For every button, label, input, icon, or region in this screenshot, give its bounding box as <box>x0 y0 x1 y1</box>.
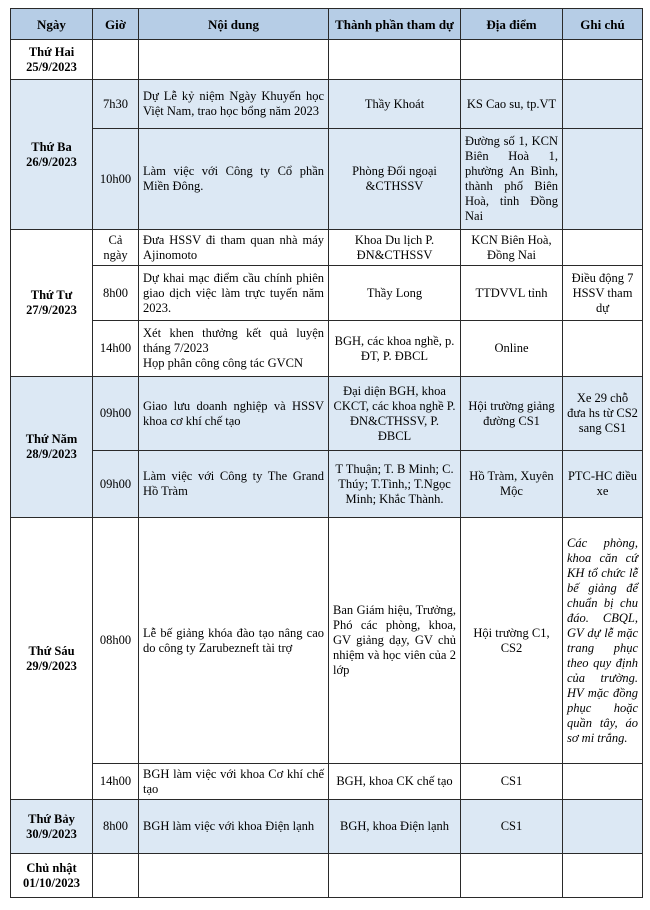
day-name: Thứ Hai <box>28 44 75 59</box>
content-cell <box>139 854 329 898</box>
participants-cell <box>329 40 461 80</box>
note-cell <box>563 800 643 854</box>
location-cell: TTDVVL tỉnh <box>461 266 563 321</box>
location-cell: Hội trường giảng đường CS1 <box>461 377 563 451</box>
day-cell-mon <box>11 40 93 80</box>
participants-cell: BGH, khoa Điện lạnh <box>329 800 461 854</box>
content-line: Họp phân công công tác GVCN <box>143 356 304 370</box>
content-cell: Đưa HSSV đi tham quan nhà máy Ajinomoto <box>139 230 329 266</box>
participants-cell: Đại diện BGH, khoa CKCT, các khoa nghề P. ĐN&CTHSSV, P. ĐBCL <box>329 377 461 451</box>
note-cell <box>563 764 643 800</box>
schedule-table <box>10 8 643 898</box>
time-cell: 09h00 <box>93 377 139 451</box>
time-cell: Cả ngày <box>93 230 139 266</box>
note-cell <box>563 40 643 80</box>
time-cell: 14h00 <box>93 764 139 800</box>
table-row <box>11 451 643 518</box>
table-row <box>11 377 643 451</box>
day-cell-tue <box>11 80 93 230</box>
day-date: 29/9/2023 <box>26 658 77 673</box>
time-cell: 14h00 <box>93 321 139 377</box>
header-note: Ghi chú <box>563 9 643 40</box>
day-name: Thứ Bảy <box>28 811 75 826</box>
participants-cell: Thầy Khoát <box>329 80 461 129</box>
time-cell: 10h00 <box>93 129 139 230</box>
day-name: Thứ Sáu <box>28 643 75 658</box>
location-cell: KS Cao su, tp.VT <box>461 80 563 129</box>
location-cell: Hồ Tràm, Xuyên Mộc <box>461 451 563 518</box>
header-day: Ngày <box>11 9 93 40</box>
note-cell: Các phòng, khoa căn cứ KH tổ chức lễ bế giảng để chuẩn bị chu đáo. CBQL, GV dự lễ mặc trang phục theo quy định của trường. HV mặc đồng phục hoặc quần tây, áo sơ mi trắng. <box>563 518 643 764</box>
day-cell-sun <box>11 854 93 898</box>
time-cell <box>93 40 139 80</box>
content-cell <box>139 321 329 377</box>
header-content: Nội dung <box>139 9 329 40</box>
table-row <box>11 230 643 266</box>
participants-cell: Ban Giám hiệu, Trưởng, Phó các phòng, khoa, GV giảng dạy, GV chủ nhiệm và học viên của 2 lớp <box>329 518 461 764</box>
time-cell: 8h00 <box>93 266 139 321</box>
participants-cell: Khoa Du lịch P. ĐN&CTHSSV <box>329 230 461 266</box>
table-row <box>11 266 643 321</box>
participants-cell: BGH, các khoa nghề, p. ĐT, P. ĐBCL <box>329 321 461 377</box>
location-cell: CS1 <box>461 800 563 854</box>
table-row <box>11 321 643 377</box>
day-cell-fri <box>11 518 93 800</box>
participants-cell <box>329 854 461 898</box>
note-cell: Điều động 7 HSSV tham dự <box>563 266 643 321</box>
table-row <box>11 854 643 898</box>
content-cell <box>139 40 329 80</box>
day-name: Thứ Năm <box>25 432 78 446</box>
day-name: Thứ Ba <box>31 139 72 154</box>
day-date: 28/9/2023 <box>26 447 77 461</box>
day-name: Thứ Tư <box>30 288 73 302</box>
participants-cell: BGH, khoa CK chế tạo <box>329 764 461 800</box>
note-cell <box>563 230 643 266</box>
header-time: Giờ <box>93 9 139 40</box>
note-cell <box>563 80 643 129</box>
content-cell: Dự khai mạc điểm cầu chính phiên giao dịch việc làm trực tuyến năm 2023. <box>139 266 329 321</box>
location-cell: Đường số 1, KCN Biên Hoà 1, phường An Bình, thành phố Biên Hoà, tỉnh Đồng Nai <box>461 129 563 230</box>
time-cell: 8h00 <box>93 800 139 854</box>
day-cell-wed <box>11 230 93 377</box>
content-cell: Làm việc với Công ty The Grand Hồ Tràm <box>139 451 329 518</box>
day-date: 26/9/2023 <box>26 154 77 169</box>
header-participants: Thành phần tham dự <box>329 9 461 40</box>
location-cell: Hội trường C1, CS2 <box>461 518 563 764</box>
location-cell: CS1 <box>461 764 563 800</box>
participants-cell: T Thuận; T. B Minh; C. Thúy; T.Tình,; T.Ngọc Minh; Khắc Thành. <box>329 451 461 518</box>
day-cell-thu <box>11 377 93 518</box>
day-date: 25/9/2023 <box>26 59 77 74</box>
day-date: 27/9/2023 <box>26 303 77 317</box>
content-cell: BGH làm việc với khoa Điện lạnh <box>139 800 329 854</box>
day-date: 30/9/2023 <box>26 826 77 841</box>
content-cell: Làm việc với Công ty Cổ phần Miền Đông. <box>139 129 329 230</box>
content-cell: Lễ bế giảng khóa đào tạo nâng cao do công ty Zarubezneft tài trợ <box>139 518 329 764</box>
location-cell <box>461 40 563 80</box>
day-name: Chủ nhật <box>26 860 77 875</box>
location-cell <box>461 854 563 898</box>
content-cell: Dự Lễ kỷ niệm Ngày Khuyến học Việt Nam, trao học bổng năm 2023 <box>139 80 329 129</box>
content-cell: Giao lưu doanh nghiệp và HSSV khoa cơ khí chế tạo <box>139 377 329 451</box>
location-cell: KCN Biên Hoà, Đồng Nai <box>461 230 563 266</box>
table-row <box>11 518 643 764</box>
table-row <box>11 764 643 800</box>
content-cell: BGH làm việc với khoa Cơ khí chế tạo <box>139 764 329 800</box>
note-cell <box>563 321 643 377</box>
location-cell: Online <box>461 321 563 377</box>
table-row <box>11 129 643 230</box>
note-cell <box>563 854 643 898</box>
time-cell: 08h00 <box>93 518 139 764</box>
day-date: 01/10/2023 <box>23 875 80 890</box>
table-row <box>11 80 643 129</box>
header-row <box>11 9 643 40</box>
table-row <box>11 800 643 854</box>
content-line: Xét khen thưởng kết quả luyện tháng 7/2023 <box>143 326 324 355</box>
time-cell <box>93 854 139 898</box>
table-row <box>11 40 643 80</box>
participants-cell: Thầy Long <box>329 266 461 321</box>
header-location: Địa điểm <box>461 9 563 40</box>
day-cell-sat <box>11 800 93 854</box>
participants-cell: Phòng Đối ngoại &CTHSSV <box>329 129 461 230</box>
note-cell: Xe 29 chỗ đưa hs từ CS2 sang CS1 <box>563 377 643 451</box>
note-cell <box>563 129 643 230</box>
time-cell: 09h00 <box>93 451 139 518</box>
time-cell: 7h30 <box>93 80 139 129</box>
note-cell: PTC-HC điều xe <box>563 451 643 518</box>
